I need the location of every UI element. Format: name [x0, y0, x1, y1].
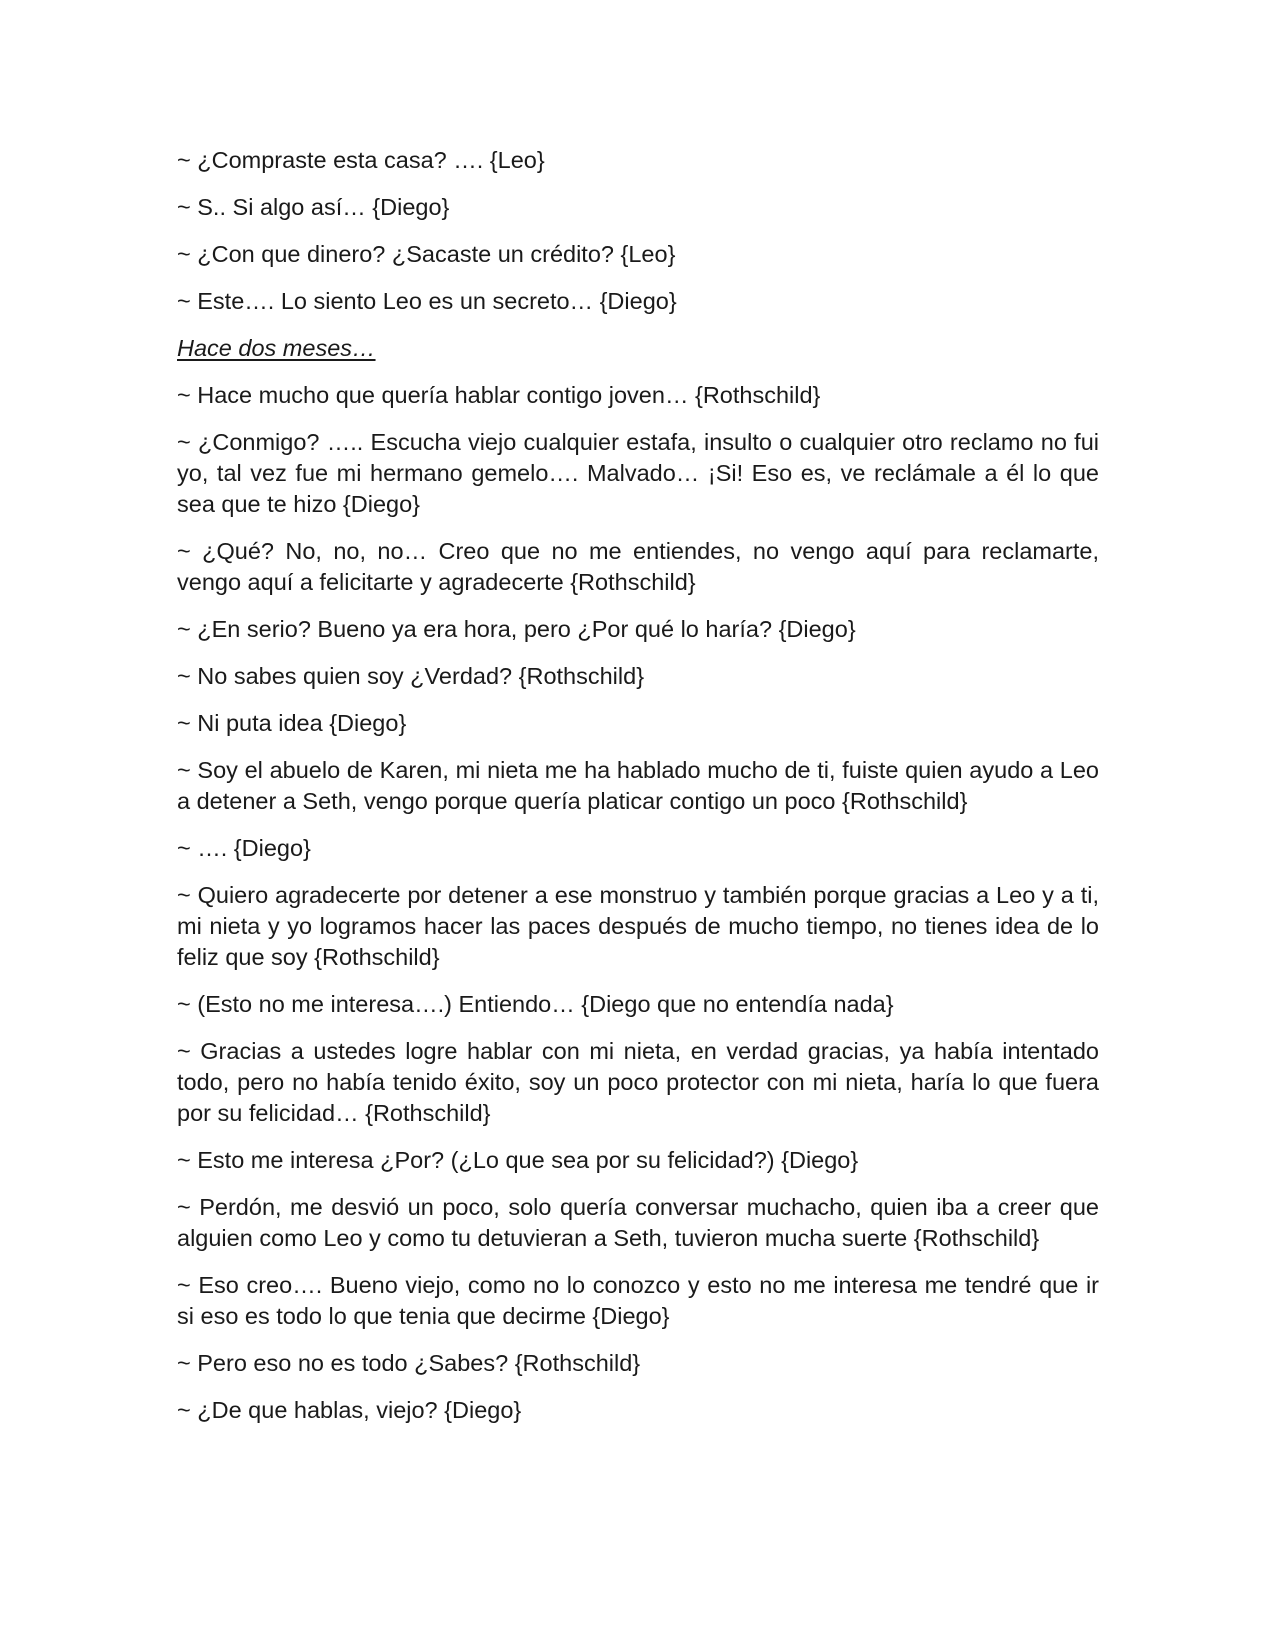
dialogue-line: ~ ¿Compraste esta casa? …. {Leo}	[177, 147, 545, 173]
dialogue-line: ~ Hace mucho que quería hablar contigo joven… {Rothschild}	[177, 382, 821, 408]
dialogue-line: ~ …. {Diego}	[177, 835, 311, 861]
scene-heading: Hace dos meses…	[177, 335, 376, 361]
dialogue-line: ~ Perdón, me desvió un poco, solo quería conversar muchacho, quien iba a creer que alguien como Leo y como tu detuvieran a Seth, tuvieron mucha suerte {Rothschild}	[177, 1194, 1099, 1251]
dialogue-line: ~ ¿Qué? No, no, no… Creo que no me entiendes, no vengo aquí para reclamarte, vengo aquí a felicitarte y agradecerte {Rothschild}	[177, 538, 1099, 595]
document-body	[177, 145, 1099, 1442]
dialogue-line: ~ Pero eso no es todo ¿Sabes? {Rothschild}	[177, 1350, 641, 1376]
dialogue-line: ~ ¿De que hablas, viejo? {Diego}	[177, 1397, 522, 1423]
dialogue-line: ~ Quiero agradecerte por detener a ese monstruo y también porque gracias a Leo y a ti, mi nieta y yo logramos hacer las paces después de mucho tiempo, no tienes idea de lo feliz que soy {Rothschild}	[177, 882, 1099, 970]
dialogue-line: ~ S.. Si algo así… {Diego}	[177, 194, 450, 220]
dialogue-line: ~ No sabes quien soy ¿Verdad? {Rothschild}	[177, 663, 645, 689]
dialogue-line: ~ ¿Con que dinero? ¿Sacaste un crédito? {Leo}	[177, 241, 676, 267]
dialogue-line: ~ Eso creo…. Bueno viejo, como no lo conozco y esto no me interesa me tendré que ir si eso es todo lo que tenia que decirme {Diego}	[177, 1272, 1099, 1329]
dialogue-line: ~ Soy el abuelo de Karen, mi nieta me ha hablado mucho de ti, fuiste quien ayudo a Leo a detener a Seth, vengo porque quería platicar contigo un poco {Rothschild}	[177, 757, 1099, 814]
dialogue-line: ~ Gracias a ustedes logre hablar con mi nieta, en verdad gracias, ya había intentado todo, pero no había tenido éxito, soy un poco protector con mi nieta, haría lo que fuera por su felicidad… {Rothschild}	[177, 1038, 1099, 1126]
dialogue-line: ~ Esto me interesa ¿Por? (¿Lo que sea por su felicidad?) {Diego}	[177, 1147, 859, 1173]
dialogue-line: ~ Ni puta idea {Diego}	[177, 710, 407, 736]
dialogue-line: ~ Este…. Lo siento Leo es un secreto… {Diego}	[177, 288, 677, 314]
dialogue-line: ~ ¿Conmigo? ….. Escucha viejo cualquier estafa, insulto o cualquier otro reclamo no fui yo, tal vez fue mi hermano gemelo…. Malvado… ¡Si! Eso es, ve reclámale a él lo que sea que te hizo {Diego}	[177, 429, 1099, 517]
dialogue-line: ~ ¿En serio? Bueno ya era hora, pero ¿Por qué lo haría? {Diego}	[177, 616, 856, 642]
dialogue-line: ~ (Esto no me interesa….) Entiendo… {Diego que no entendía nada}	[177, 991, 894, 1017]
